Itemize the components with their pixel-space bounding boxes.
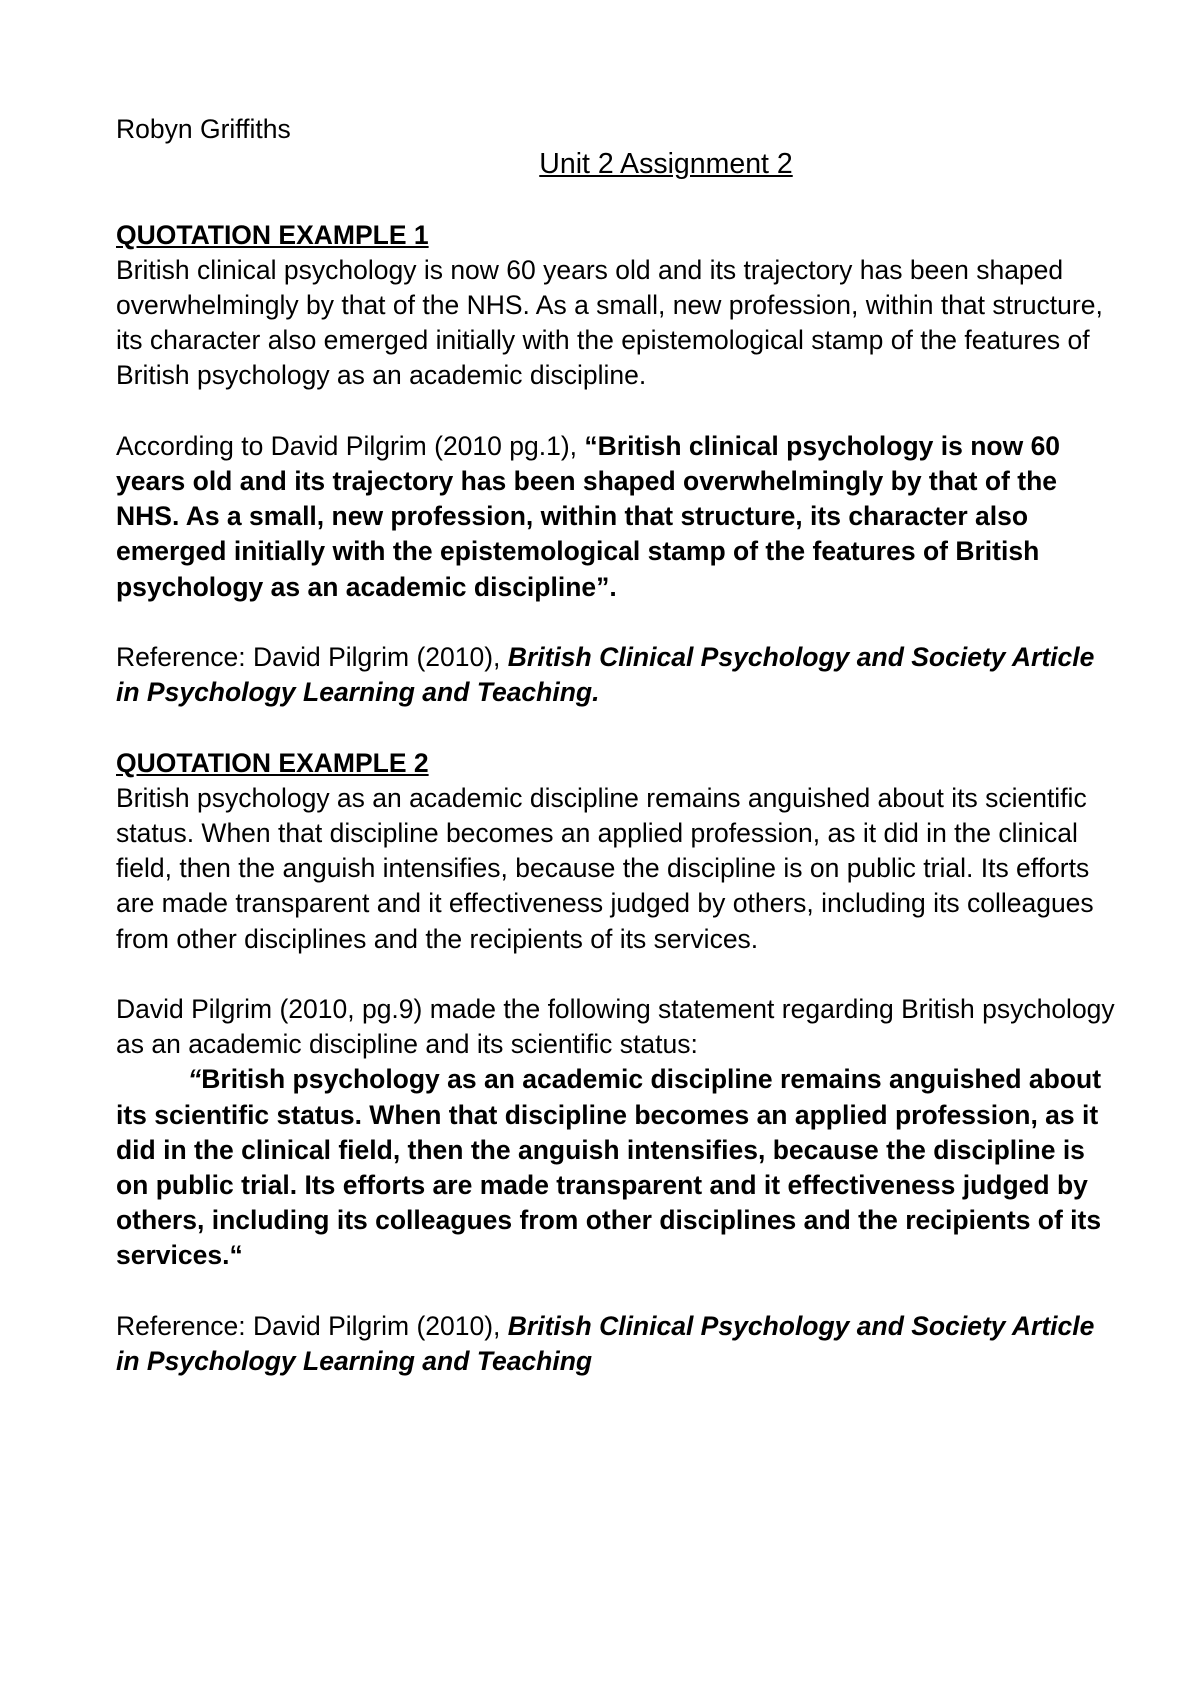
example-2-reference-title: British Clinical Psychology and Society Article in Psychology Learning and Teaching: [116, 1310, 1095, 1377]
example-2-reference: [116, 1309, 1116, 1379]
example-1-quotation: [116, 429, 1116, 605]
example-1-reference-title: British Clinical Psychology and Society Article in Psychology Learning and Teaching.: [116, 642, 1095, 708]
example-1-quote: “British clinical psychology is now 60 years old and its trajectory has been shaped overwhelmingly by that of the NHS. As a small, new profession, within that structure, its character also emerged initially with the epistemological stamp of the features of British psychology as an academic discipline”.: [116, 430, 1061, 602]
example-1-reference: [116, 640, 1116, 710]
example-1-heading: QUOTATION EXAMPLE 1: [116, 219, 429, 250]
spacer: [116, 605, 1116, 640]
example-2-original-text: British psychology as an academic discipline remains anguished about its scientific status. When that discipline becomes an applied profession, as it did in the clinical field, then the anguish intensifies, because the discipline is on public trial. Its efforts are made transparent and it effectiveness judged by others, including its colleagues from other disciplines and the recipients of its services.: [116, 782, 1094, 954]
spacer: [116, 182, 1116, 217]
example-1-original-text: British clinical psychology is now 60 years old and its trajectory has been shaped overwhelmingly by that of the NHS. As a small, new profession, within that structure, its character also emerged initially with the epistemological stamp of the features of British psychology as an academic discipline.: [116, 254, 1103, 391]
example-2-intro: David Pilgrim (2010, pg.9) made the following statement regarding British psychology as an academic discipline and its scientific status:: [116, 994, 1115, 1060]
example-1-reference-prefix: Reference: David Pilgrim (2010),: [116, 642, 508, 672]
example-2-reference-prefix: Reference: David Pilgrim (2010),: [116, 1310, 508, 1341]
example-2-quote-open: “: [188, 1064, 202, 1095]
example-2-quote: British psychology as an academic discipline remains anguished about its scientific status. When that discipline becomes an applied profession, as it did in the clinical field, then the anguish intensifies, because the discipline is on public trial. Its efforts are made transparent and it effectiveness judged by others, including its colleagues from other disciplines and the recipients of its services.“: [116, 1064, 1102, 1271]
example-2-quotation: [116, 1062, 1116, 1273]
spacer: [116, 710, 1116, 745]
example-1-intro: According to David Pilgrim (2010 pg.1),: [116, 430, 585, 461]
spacer: [116, 394, 1116, 429]
document-page: [116, 112, 1116, 1379]
author-name: Robyn Griffiths: [116, 114, 291, 144]
spacer: [116, 1274, 1116, 1309]
document-title: Unit 2 Assignment 2: [539, 148, 793, 181]
example-2-heading: QUOTATION EXAMPLE 2: [116, 747, 429, 778]
spacer: [116, 957, 1116, 992]
